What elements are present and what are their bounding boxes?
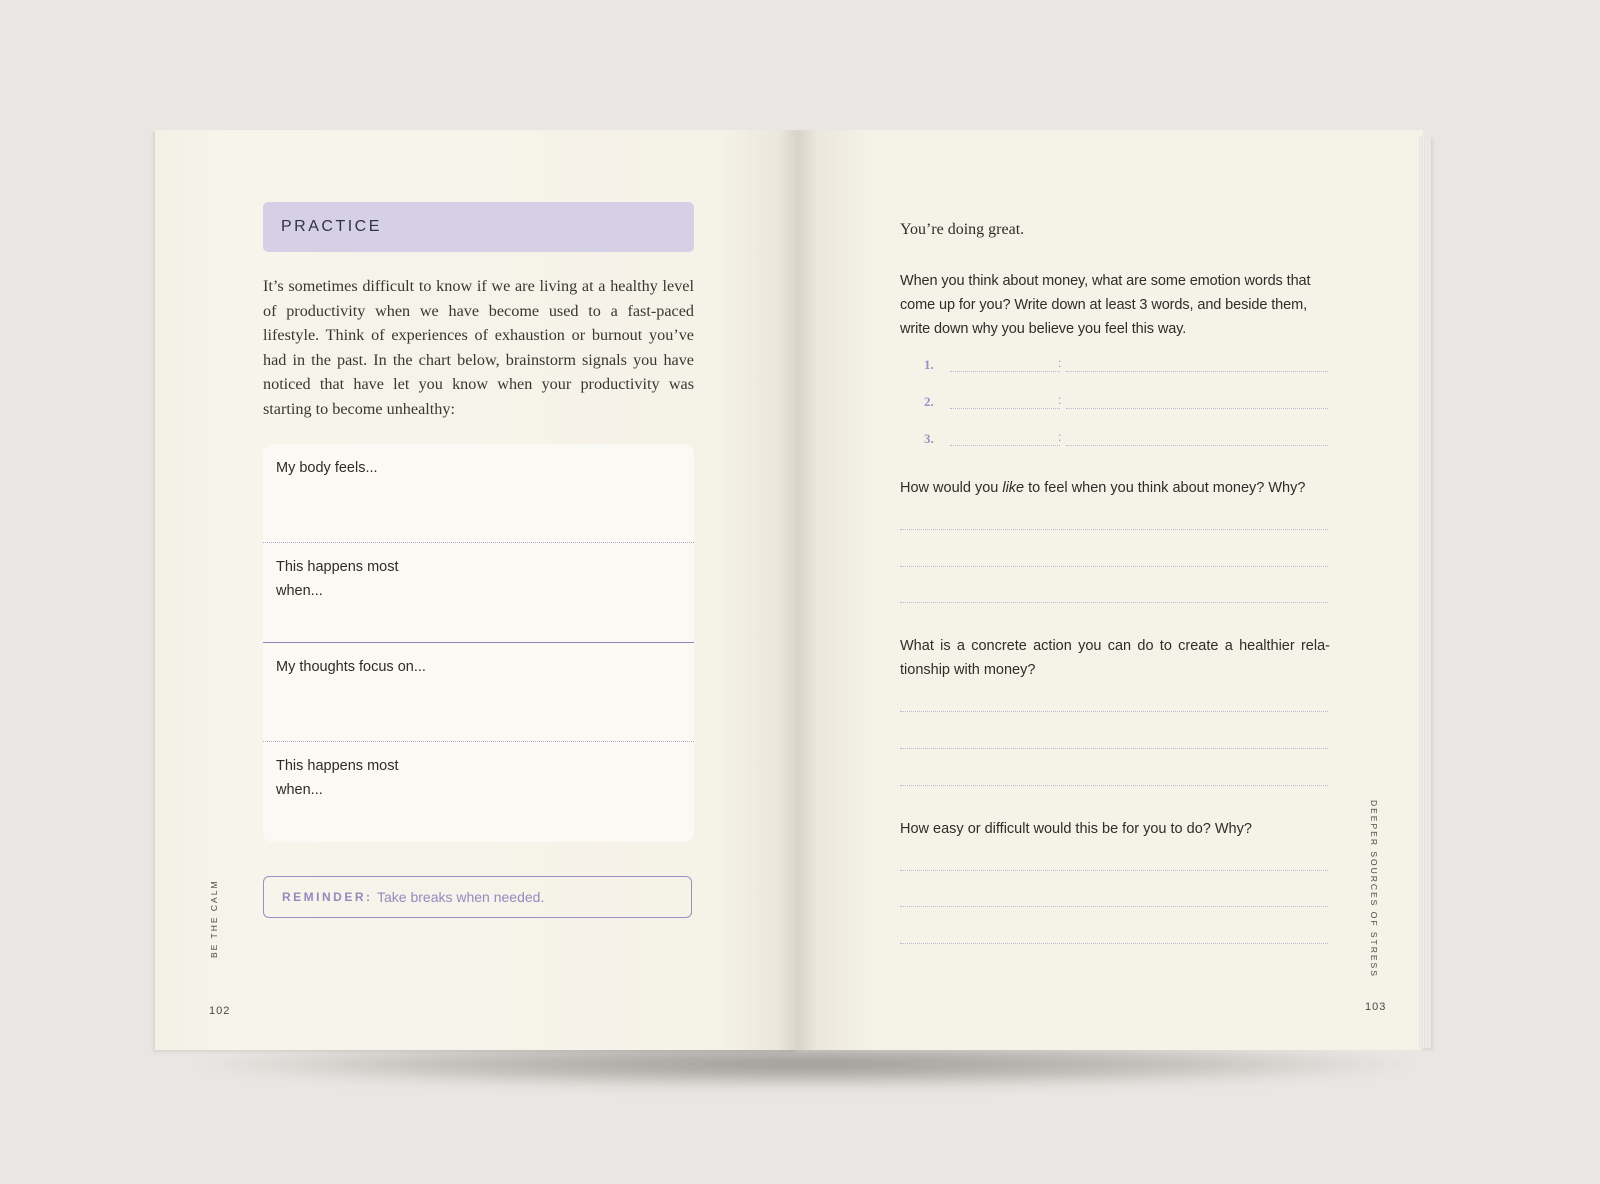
reminder-label: REMINDER: <box>282 890 373 904</box>
question-2 <box>900 476 1330 500</box>
question-3: What is a concrete action you can do to create a healthier relationship with money? <box>900 638 1330 678</box>
practice-banner <box>263 202 694 252</box>
question-1: When you think about money, what are some emotion words that come up for you? Write down at least 3 words, and beside them, write down why you believe you feel this way. <box>900 273 1311 337</box>
list-number-2: 2. <box>924 394 934 409</box>
answer-line[interactable] <box>900 785 1328 786</box>
answer-line[interactable] <box>900 711 1328 712</box>
answer-line[interactable] <box>900 529 1328 530</box>
answer-line[interactable] <box>900 943 1328 944</box>
signals-chart <box>263 444 694 842</box>
intro-paragraph: It’s sometimes difficult to know if we are living at a healthy level of productivity when we have become used to a fast-paced lifestyle. Think of experiences of exhaustion or burnout you’ve had in the past. In the chart below, brainstorm signals you have noticed that have let you know when your productivity was starting to become unhealthy: <box>263 277 694 418</box>
question-2-emphasis: like <box>1002 480 1025 496</box>
chart-cell-thoughts-when[interactable] <box>263 742 694 840</box>
answer-line[interactable] <box>900 906 1328 907</box>
chart-cell-label: My thoughts focus on... <box>276 659 426 675</box>
right-page <box>798 130 1423 1050</box>
answer-line-reason-1[interactable] <box>1066 371 1328 372</box>
answer-line[interactable] <box>900 566 1328 567</box>
greeting-text: You’re doing great. <box>900 221 1025 238</box>
answer-line-reason-3[interactable] <box>1066 445 1328 446</box>
practice-title: PRACTICE <box>281 218 382 235</box>
list-number-3: 3. <box>924 431 934 446</box>
answer-line[interactable] <box>900 602 1328 603</box>
reminder-box <box>263 876 692 918</box>
chart-cell-thoughts[interactable] <box>263 643 694 741</box>
answer-line-reason-2[interactable] <box>1066 408 1328 409</box>
chart-cell-body-when[interactable] <box>263 543 694 641</box>
question-2-start: How would you <box>900 480 1003 496</box>
page-number-right: 103 <box>1365 1001 1387 1013</box>
answer-line[interactable] <box>900 870 1328 871</box>
chart-cell-label: My body feels... <box>276 460 378 476</box>
answer-line-word-3[interactable] <box>950 445 1060 446</box>
reminder-text: Take breaks when needed. <box>377 889 545 905</box>
list-colon: : <box>1058 356 1062 370</box>
page-number-left: 102 <box>209 1005 231 1017</box>
chart-cell-label: This happens most when... <box>276 758 399 798</box>
page-edges <box>1419 136 1431 1048</box>
chart-cell-body[interactable] <box>263 444 694 542</box>
list-colon: : <box>1058 430 1062 444</box>
list-colon: : <box>1058 393 1062 407</box>
answer-line-word-2[interactable] <box>950 408 1060 409</box>
question-4: How easy or difficult would this be for you to do? Why? <box>900 821 1252 837</box>
chart-cell-label: This happens most when... <box>276 559 399 599</box>
answer-line-word-1[interactable] <box>950 371 1060 372</box>
list-number-1: 1. <box>924 357 934 372</box>
answer-line[interactable] <box>900 748 1328 749</box>
running-head-left: BE THE CALM <box>209 879 219 958</box>
question-2-end: to feel when you think about money? Why? <box>1024 480 1306 496</box>
running-head-right: DEEPER SOURCES OF STRESS <box>1369 800 1379 978</box>
